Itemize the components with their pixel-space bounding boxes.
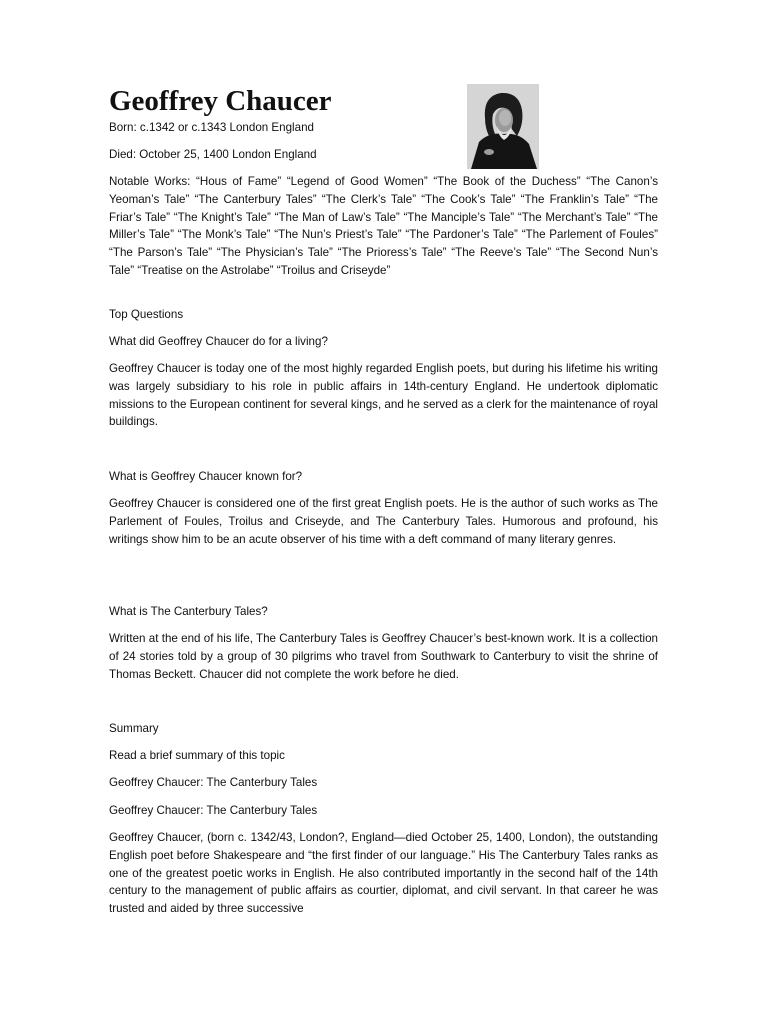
born-line: Born: c.1342 or c.1343 London England — [109, 121, 314, 134]
subheading-1: Geoffrey Chaucer: The Canterbury Tales — [109, 776, 318, 789]
died-line: Died: October 25, 1400 London England — [109, 148, 317, 161]
answer-3: Written at the end of his life, The Canterbury Tales is Geoffrey Chaucer’s best-known work. It is a collection of 24 stories told by a group of 30 pilgrims who travel from Southwark to Canterbury to visit the shrine of Thomas Beckett. Chaucer did not complete the work before he died. — [109, 632, 658, 681]
biography-paragraph: Geoffrey Chaucer, (born c. 1342/43, London?, England—died October 25, 1400, London), the outstanding English poet before Shakespeare and “the first finder of our language.” His The Canterbury Tales ranks as one of the greatest poetic works in English. He also contributed importantly in the second half of the 14th century to the management of public affairs as courtier, diplomat, and civil servant. In that career he was trusted and aided by three successive — [109, 831, 658, 916]
subheading-2: Geoffrey Chaucer: The Canterbury Tales — [109, 804, 318, 817]
page-title: Geoffrey Chaucer — [109, 85, 332, 117]
question-2: What is Geoffrey Chaucer known for? — [109, 470, 303, 483]
summary-heading: Summary — [109, 722, 159, 735]
answer-2: Geoffrey Chaucer is considered one of the first great English poets. He is the author of such works as The Parlement of Foules, Troilus and Criseyde, and The Canterbury Tales. Humorous and profound, his writings show him to be an acute observer of his time with a deft command of many literary genres. — [109, 497, 658, 546]
read-summary-line: Read a brief summary of this topic — [109, 749, 285, 762]
answer-1: Geoffrey Chaucer is today one of the most highly regarded English poets, but during his lifetime his writing was largely subsidiary to his role in public affairs in 14th-century England. He undertook diplomatic missions to the European continent for several kings, and he served as a clerk for the maintenance of royal buildings. — [109, 362, 658, 429]
top-questions-heading: Top Questions — [109, 308, 184, 321]
question-3: What is The Canterbury Tales? — [109, 605, 268, 618]
question-1: What did Geoffrey Chaucer do for a living? — [109, 335, 328, 348]
notable-works-paragraph: Notable Works: “Hous of Fame” “Legend of Good Women” “The Book of the Duchess” “The Canon’s Yeoman’s Tale” “The Canterbury Tales” “The Clerk’s Tale” “The Cook’s Tale” “The Franklin’s Tale” “The Friar’s Tale” “The Knight’s Tale” “The Man of Law’s Tale” “The Manciple’s Tale” “The Merchant’s Tale” “The Miller’s Tale” “The Monk’s Tale” “The Nun’s Priest’s Tale” “The Pardoner’s Tale” “The Parlement of Foules” “The Parson’s Tale” “The Physician’s Tale” “The Prioress’s Tale” “The Reeve’s Tale” “The Second Nun’s Tale” “Treatise on the Astrolabe” “Troilus and Criseyde” — [109, 175, 658, 277]
